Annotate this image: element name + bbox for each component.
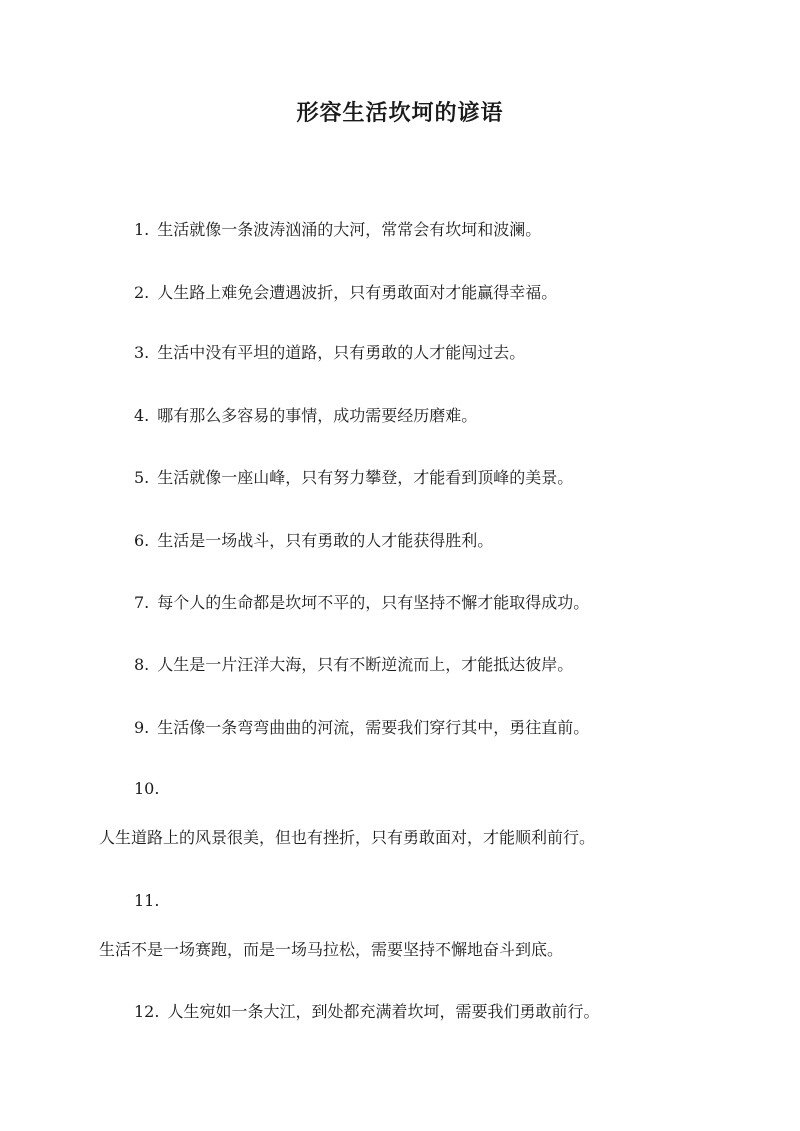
document-title: 形容生活坎坷的谚语 <box>296 100 504 126</box>
item-number: 6. <box>134 531 150 550</box>
item-number: 12. <box>134 1002 160 1021</box>
item-text: 生活像一条弯弯曲曲的河流，需要我们穿行其中，勇往直前。 <box>157 718 590 737</box>
proverb-item-12 <box>134 1000 599 1024</box>
proverb-item-2 <box>134 281 557 305</box>
proverb-item-4 <box>134 404 477 428</box>
item-number: 1. <box>134 220 150 239</box>
item-number: 9. <box>134 718 150 737</box>
item-text: 人生路上难免会遭遇波折，只有勇敢面对才能赢得幸福。 <box>157 283 558 302</box>
proverb-item-1 <box>134 218 541 242</box>
proverb-item-6 <box>134 529 493 553</box>
item-text: 人生是一片汪洋大海，只有不断逆流而上，才能抵达彼岸。 <box>157 655 574 674</box>
item-text: 生活中没有平坦的道路，只有勇敢的人才能闯过去。 <box>157 343 526 362</box>
item-text: 生活是一场战斗，只有勇敢的人才能获得胜利。 <box>157 531 494 550</box>
proverb-item-3 <box>134 341 525 365</box>
item-text: 哪有那么多容易的事情，成功需要经历磨难。 <box>157 406 478 425</box>
proverb-item-7 <box>134 591 589 615</box>
proverb-item-8 <box>134 653 573 677</box>
item-text: 每个人的生命都是坎坷不平的，只有坚持不懈才能取得成功。 <box>157 593 590 612</box>
proverb-item-10-number: 10. <box>134 779 160 798</box>
item-text: 生活就像一条波涛汹涌的大河，常常会有坎坷和波澜。 <box>157 220 542 239</box>
item-number: 3. <box>134 343 150 362</box>
proverb-item-11-number: 11. <box>134 891 160 910</box>
proverb-item-11-text: 生活不是一场赛跑，而是一场马拉松，需要坚持不懈地奋斗到底。 <box>99 940 564 959</box>
item-number: 7. <box>134 593 150 612</box>
item-number: 5. <box>134 468 150 487</box>
item-number: 4. <box>134 406 150 425</box>
proverb-item-10-text: 人生道路上的风景很美，但也有挫折，只有勇敢面对，才能顺利前行。 <box>99 828 596 847</box>
proverb-item-9 <box>134 716 589 740</box>
item-number: 2. <box>134 283 150 302</box>
item-text: 生活就像一座山峰，只有努力攀登，才能看到顶峰的美景。 <box>157 468 574 487</box>
item-number: 8. <box>134 655 150 674</box>
item-text: 人生宛如一条大江，到处都充满着坎坷，需要我们勇敢前行。 <box>167 1002 600 1021</box>
proverb-item-5 <box>134 466 573 490</box>
